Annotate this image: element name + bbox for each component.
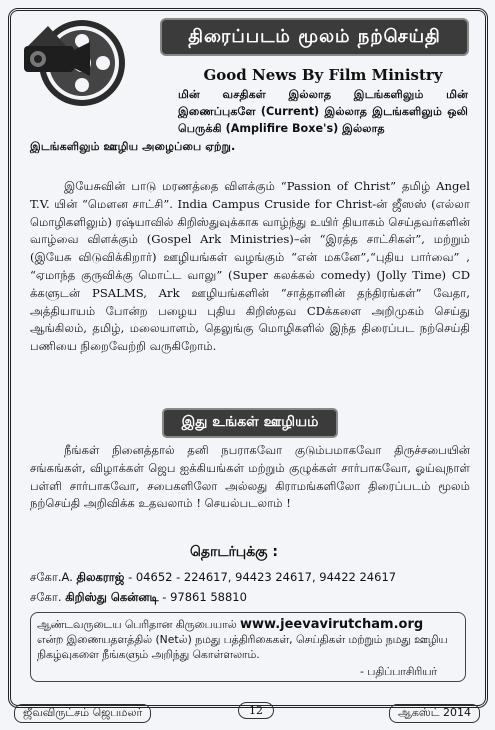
website-link[interactable]: www.jeevavirutcham.org [240,617,424,632]
contact-line-2 [30,590,247,606]
contact-prefix: சகோ.A. [30,570,73,584]
contact-name: கிறிஸ்து கென்னடி [65,590,159,604]
section-banner-title: இது உங்கள் ஊழியம் [181,414,319,430]
contact-title: தொடர்புக்கு : [190,544,278,560]
editor-signature: - பதிப்பாசிரியர் [359,665,437,678]
page-footer [10,704,484,722]
contact-phones: - 97861 58810 [162,590,247,604]
header-banner [160,18,469,56]
intro-text: மின் வசதிகள் இல்லாத இடங்களிலும் மின் இணைப்புகளே (Current) இல்லாத இடங்களிலும் ஒலி பெருக்கி (Amplifire Boxe's) இல்லாத [178,88,468,135]
paragraph-films: இயேசுவின் பாடு மரணத்தை விளக்கும் “Passion of Christ” தமிழ் Angel T.V. யின் “மௌன சாட்சி”. India Campus Cruside for Christ-ன் ஜீஸஸ் (எல்லா மொழிகளிலும்) ரஷ்யாவில் கிறிஸ்துவுக்காக வாழ்ந்து உயிர் தியாகம் செய்தவர்களின் வாழ்வை விளக்கும் (Gospel Ark Ministries)–ன் “இரத்த சாட்சிகள்”, மற்றும் (இயேசு விடுவிக்கிறார்) ஊழியங்கள் வழங்கும் “என் மகனே”,“புதிய பார்வை” , “ஏமாந்த குருவிக்கு மொட்ட வாலு” (Super கலக்கல் comedy) (Jolly Time) CD க்களுடன் PSALMS, Ark ஊழியங்களின் “சாத்தானின் தந்திரங்கள்” வேதா, அத்தியாயம் போன்ற பழைய புதிய கிறிஸ்தவ CDக்களை அறிமுகம் செய்து ஆங்கிலம், தமிழ், மலையாளம், தெலுங்கு மொழிகளில் இந்த திரைப்பட நற்செய்தி பணியை நிறைவேற்றி வருகிறோம். [30,179,470,354]
info-line-1: ஆண்டவருடைய பெரிதான கிருபையால் [37,618,237,631]
contact-phones: - 04652 - 224617, 94423 24617, 94422 24617 [128,570,397,584]
film-camera-logo [18,16,146,110]
paragraph-ministry: நீங்கள் நினைத்தால் தனி நபராகவோ குடும்பமாகவோ திருச்சபையின் சங்கங்கள், விழாக்கள் ஜெப ஐக்கியங்கள் மற்றும் குழுக்கள் சார்பாகவோ, ஓய்வுநாள் பள்ளி சார்பாகவோ, சபைகளிலோ அல்லது கிராமங்களிலோ திரைப்படம் மூலம் நற்செய்தி அறிவிக்க உதவலாம் ! செயல்படலாம் ! [30,443,470,511]
banner-title: திரைப்படம் மூலம் நற்செய்தி [188,25,441,47]
contact-prefix: சகோ. [30,590,62,604]
section-banner [162,408,338,438]
magazine-name: ஜீவவிருட்சம் ஜெபமலர் [14,704,151,723]
website-info-box [30,612,466,682]
page-number: 12 [238,702,274,719]
issue-date: ஆகஸ்ட் 2014 [389,704,480,723]
page-subtitle: Good News By Film Ministry [203,66,443,84]
contact-line-1 [30,570,396,586]
info-line-2: என்ற இணையதளத்தில் (Netல்) நமது பத்திரிகைகள், செய்திகள் மற்றும் நமது ஊழிய நிகழ்வுகளை நீங்களும் அறிந்து கொள்ளலாம். [37,633,448,661]
intro-text-continued: இடங்களிலும் ஊழிய அழைப்பை ஏற்று. [30,140,236,153]
contact-name: திலகராஜ் [76,570,125,584]
